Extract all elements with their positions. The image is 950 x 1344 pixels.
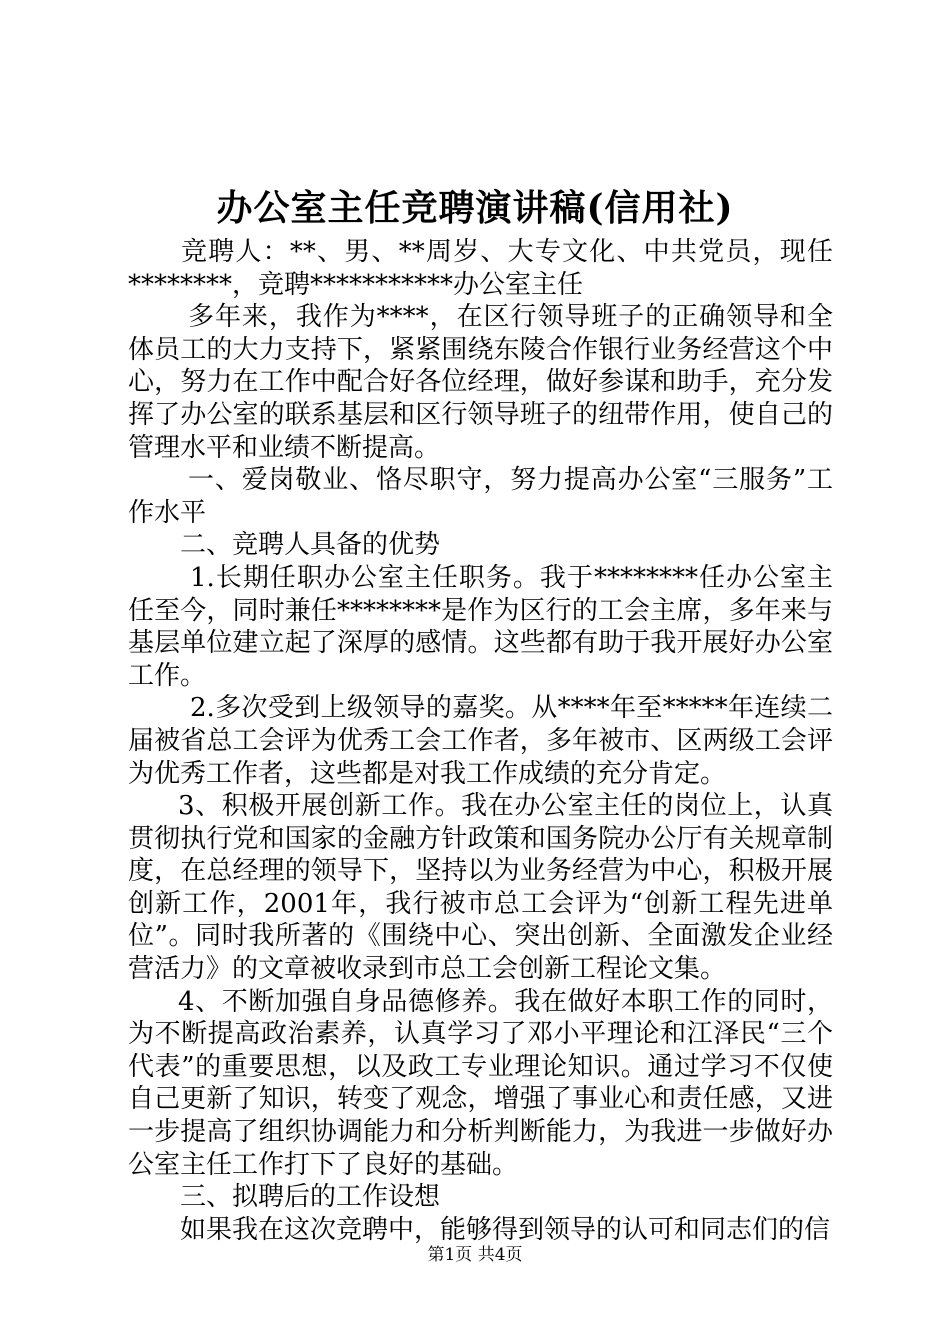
paragraph-item-2: 2.多次受到上级领导的嘉奖。从****年至*****年连续二届被省总工会评为优秀工会工作者，多年被市、区两级工会评为优秀工作者，这些都是对我工作成绩的充分肯定。 [128, 693, 833, 789]
paragraph-applicant-info: 竞聘人：**、男、**周岁、大专文化、中共党员，现任********，竞聘***********办公室主任 [128, 237, 833, 300]
document-body [128, 236, 833, 1246]
heading-section-two: 二、竞聘人具备的优势 [180, 530, 441, 561]
paragraph-intro: 多年来，我作为****，在区行领导班子的正确领导和全体员工的大力支持下，紧紧围绕东陵合作银行业务经营这个中心，努力在工作中配合好各位经理，做好参谋和助手，充分发挥了办公室的联系基层和区行领导班子的纽带作用，使自己的管理水平和业绩不断提高。 [128, 302, 833, 463]
paragraph-closing: 如果我在这次竞聘中，能够得到领导的认可和同志们的信 [180, 1214, 831, 1245]
paragraph-item-1: 1.长期任职办公室主任职务。我于********任办公室主任至今，同时兼任********是作为区行的工会主席，多年来与基层单位建立起了深厚的感情。这些都有助于我开展好办公室工作。 [128, 562, 833, 691]
document-title: 办公室主任竞聘演讲稿(信用社) [216, 187, 734, 229]
page-footer: 第1页 共4页 [427, 1245, 523, 1265]
paragraph-item-3: 3、积极开展创新工作。我在办公室主任的岗位上，认真贯彻执行党和国家的金融方针政策和国务院办公厅有关规章制度，在总经理的领导下，坚持以为业务经营为中心，积极开展创新工作，2001年，我行被市总工会评为“创新工程先进单位”。同时我所著的《围绕中心、突出创新、全面激发企业经营活力》的文章被收录到市总工会创新工程论文集。 [128, 791, 833, 985]
heading-section-one: 一、爱岗敬业、恪尽职守，努力提高办公室“三服务”工作水平 [128, 465, 833, 528]
heading-section-three: 三、拟聘后的工作设想 [180, 1182, 441, 1213]
paragraph-item-4: 4、不断加强自身品德修养。我在做好本职工作的同时，为不断提高政治素养，认真学习了邓小平理论和江泽民“三个代表”的重要思想，以及政工专业理论知识。通过学习不仅使自己更新了知识，转变了观念，增强了事业心和责任感，又进一步提高了组织协调能力和分析判断能力，为我进一步做好办公室主任工作打下了良好的基础。 [128, 986, 833, 1180]
